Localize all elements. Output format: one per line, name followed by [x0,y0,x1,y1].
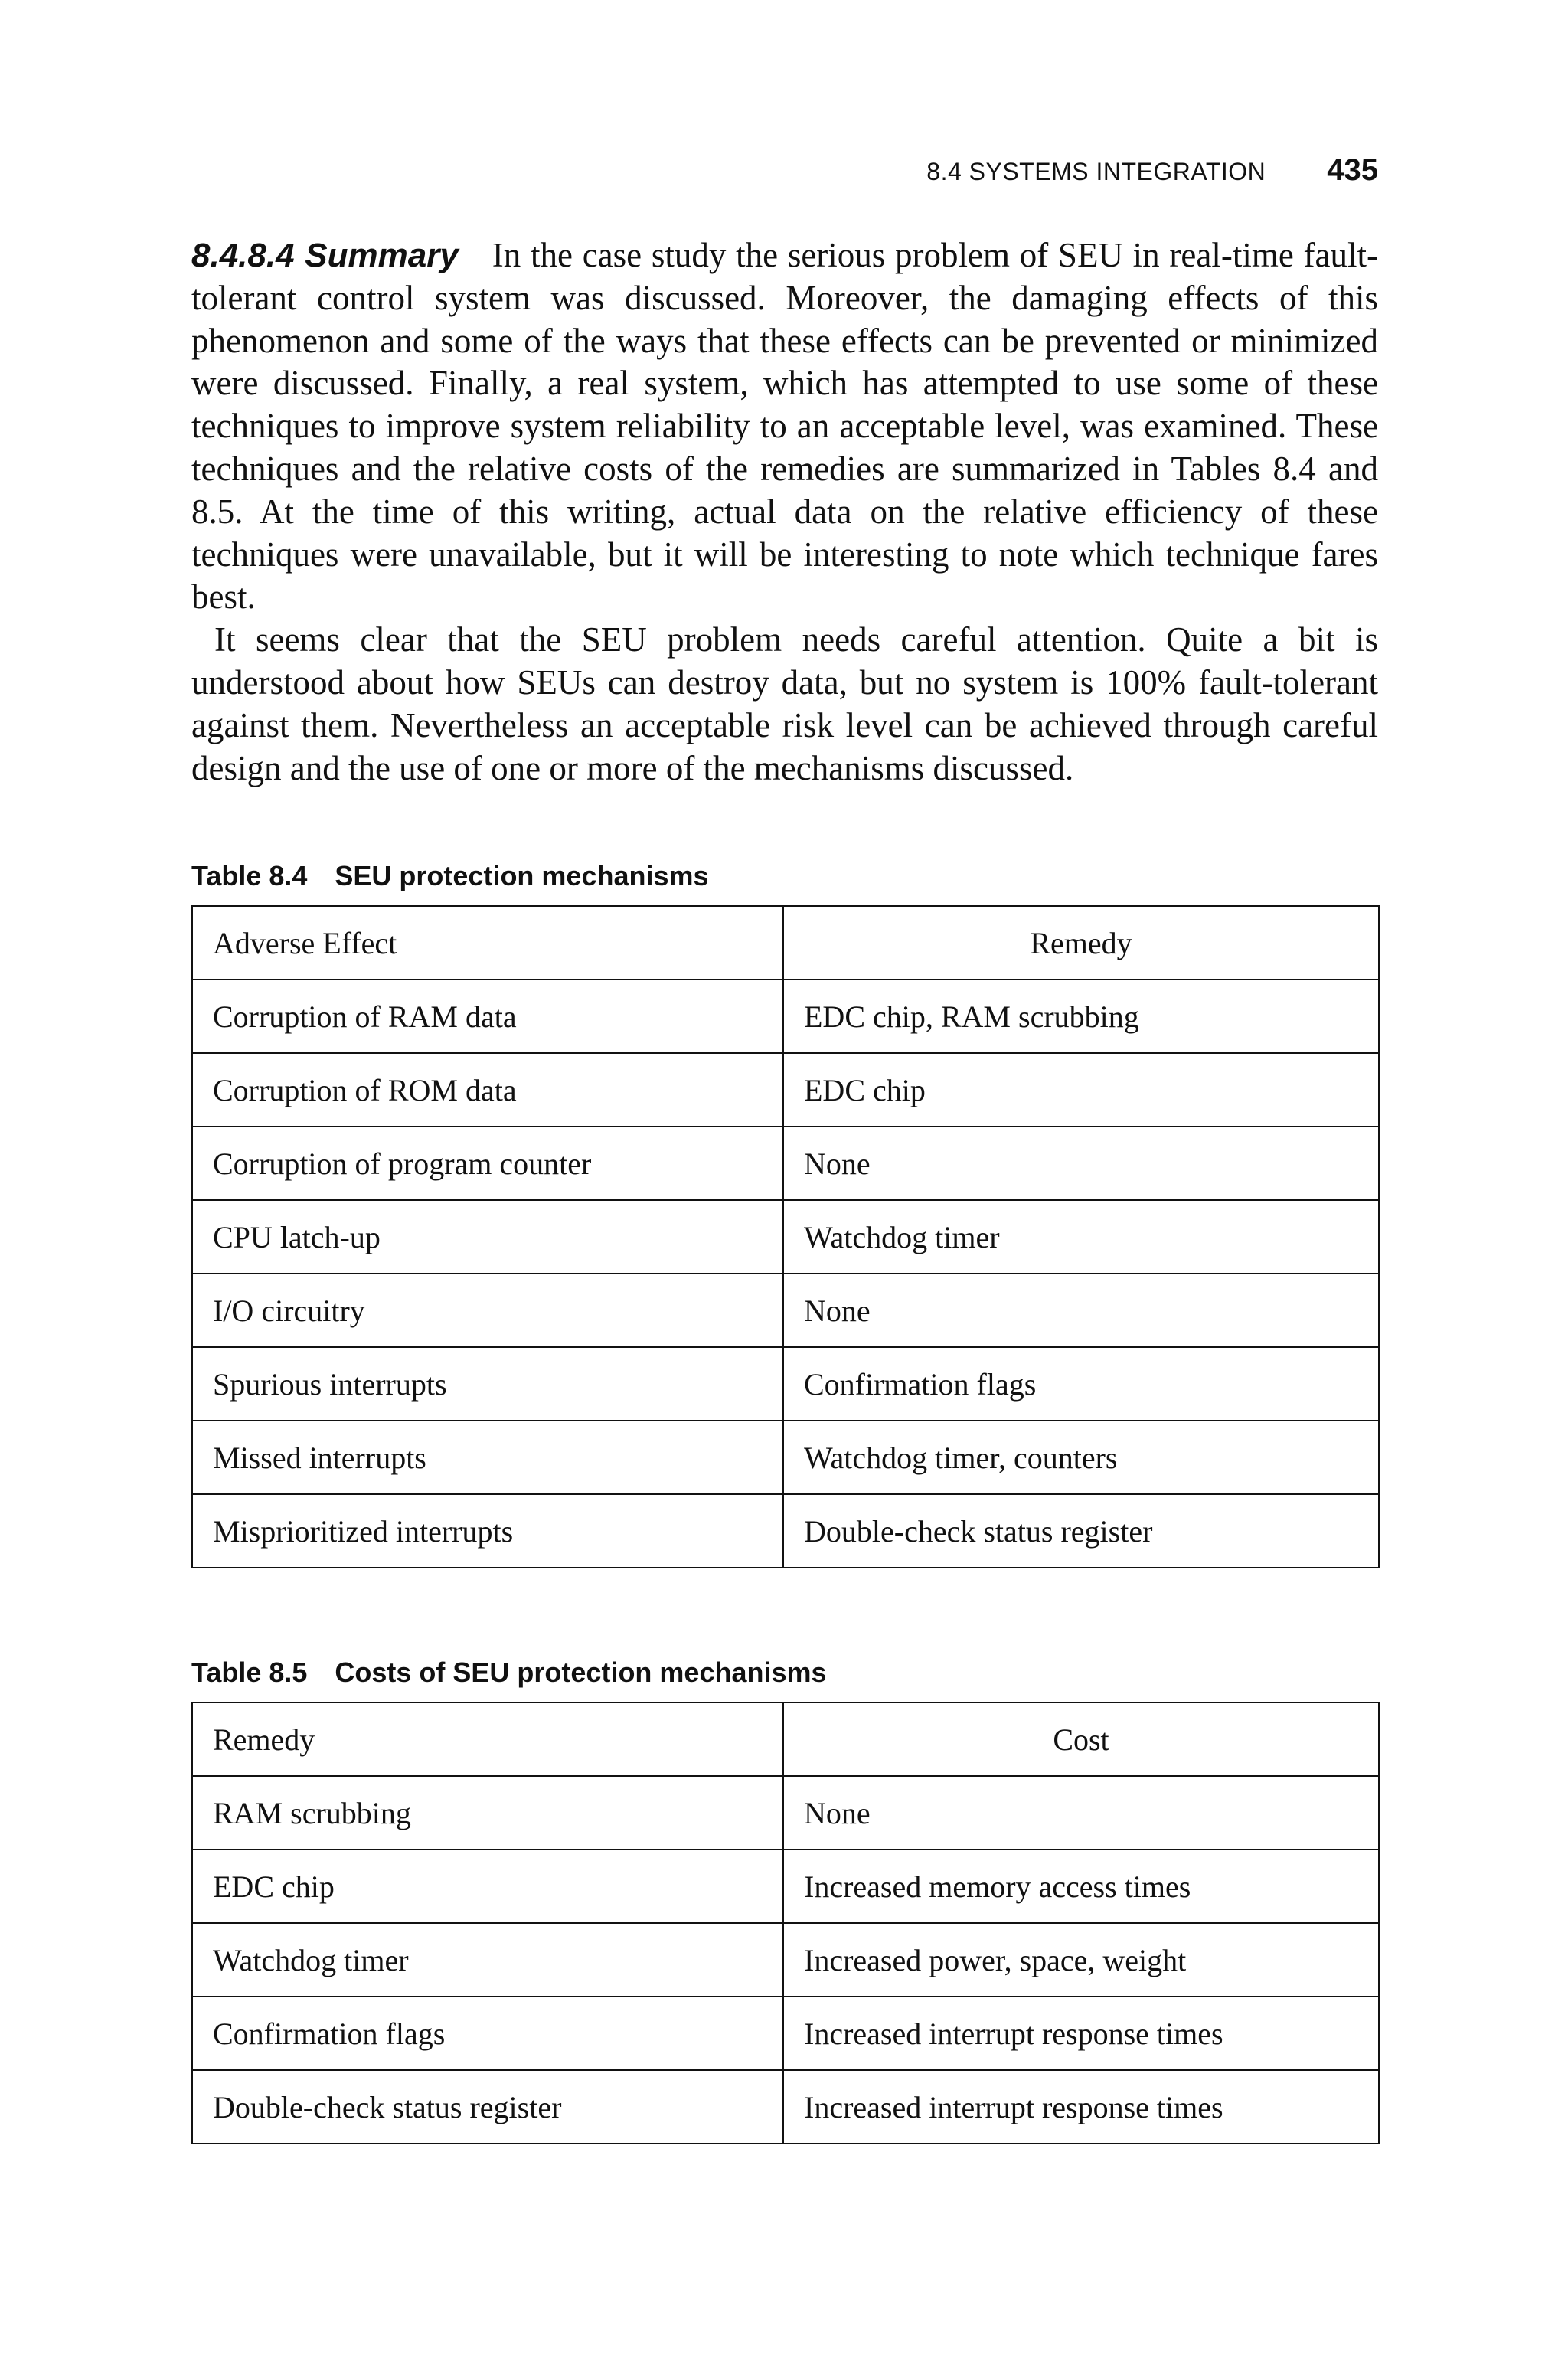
summary-paragraph-1-text: In the case study the serious problem of SEU in real-time fault-tolerant control system was discussed. Moreover, the damaging effects of this phenomenon and some of the ways that these effects can be prevented or minimized were discussed. Finally, a real system, which has attempted to use some of these techniques to improve system reliability to an acceptable level, was examined. These techniques and the relative costs of the remedies are summarized in Tables 8.4 and 8.5. At the time of this writing, actual data on the relative efficiency of these techniques were unavailable, but it will be interesting to note which technique fares best. [191,236,1378,617]
table-row [192,980,1379,1053]
cell-adverse-effect: Misprioritized interrupts [192,1494,783,1568]
cell-cost: Increased memory access times [783,1850,1379,1923]
cell-remedy: Watchdog timer [783,1200,1379,1274]
table-8-4-number: Table 8.4 [191,860,308,891]
cell-adverse-effect: Corruption of program counter [192,1127,783,1200]
cell-remedy: None [783,1127,1379,1200]
cell-remedy: Confirmation flags [192,1997,783,2070]
table-row [192,1200,1379,1274]
cell-remedy: RAM scrubbing [192,1776,783,1850]
table-row [192,2070,1379,2144]
cell-adverse-effect: Corruption of ROM data [192,1053,783,1127]
table-8-4 [191,859,1378,1568]
cell-cost: Increased power, space, weight [783,1923,1379,1997]
table-row [192,1274,1379,1347]
table-row [192,1776,1379,1850]
table-header-row [192,906,1379,980]
table-8-5 [191,1656,1378,2144]
table-8-4-caption [191,859,1378,893]
cell-adverse-effect: CPU latch-up [192,1200,783,1274]
summary-section [191,234,1378,790]
summary-paragraph-2: It seems clear that the SEU problem needs careful attention. Quite a bit is understood about how SEUs can destroy data, but no system is 100% fault-tolerant against them. Nevertheless an acceptable risk level can be achieved through careful design and the use of one or more of the mechanisms discussed. [191,620,1378,787]
cell-adverse-effect: I/O circuitry [192,1274,783,1347]
running-head-section: 8.4 SYSTEMS INTEGRATION [926,158,1266,185]
table-8-4-grid [191,905,1380,1568]
cell-remedy: Watchdog timer [192,1923,783,1997]
section-heading: 8.4.8.4 Summary [191,237,459,274]
table-8-4-title: SEU protection mechanisms [335,860,709,891]
cell-adverse-effect: Spurious interrupts [192,1347,783,1421]
cell-remedy: EDC chip [192,1850,783,1923]
cell-remedy: Double-check status register [783,1494,1379,1568]
cell-adverse-effect: Missed interrupts [192,1421,783,1494]
table-row [192,1923,1379,1997]
table-row [192,1421,1379,1494]
table-row [192,1347,1379,1421]
table-row [192,1997,1379,2070]
table-row [192,1850,1379,1923]
column-header-remedy: Remedy [783,906,1379,980]
cell-cost: Increased interrupt response times [783,2070,1379,2144]
column-header-cost: Cost [783,1702,1379,1776]
cell-remedy: EDC chip, RAM scrubbing [783,980,1379,1053]
table-8-5-caption [191,1656,1378,1689]
cell-adverse-effect: Corruption of RAM data [192,980,783,1053]
running-head [191,153,1378,188]
table-8-5-grid [191,1702,1380,2144]
table-row [192,1127,1379,1200]
cell-remedy: Watchdog timer, counters [783,1421,1379,1494]
page-number: 435 [1327,153,1378,187]
table-header-row [192,1702,1379,1776]
cell-remedy: Double-check status register [192,2070,783,2144]
cell-remedy: EDC chip [783,1053,1379,1127]
column-header-adverse-effect: Adverse Effect [192,906,783,980]
column-header-remedy: Remedy [192,1702,783,1776]
table-row [192,1053,1379,1127]
cell-cost: Increased interrupt response times [783,1997,1379,2070]
cell-remedy: Confirmation flags [783,1347,1379,1421]
table-8-5-number: Table 8.5 [191,1657,308,1688]
cell-remedy: None [783,1274,1379,1347]
table-8-5-title: Costs of SEU protection mechanisms [335,1657,827,1688]
cell-cost: None [783,1776,1379,1850]
summary-paragraph-1 [191,234,1378,619]
table-row [192,1494,1379,1568]
